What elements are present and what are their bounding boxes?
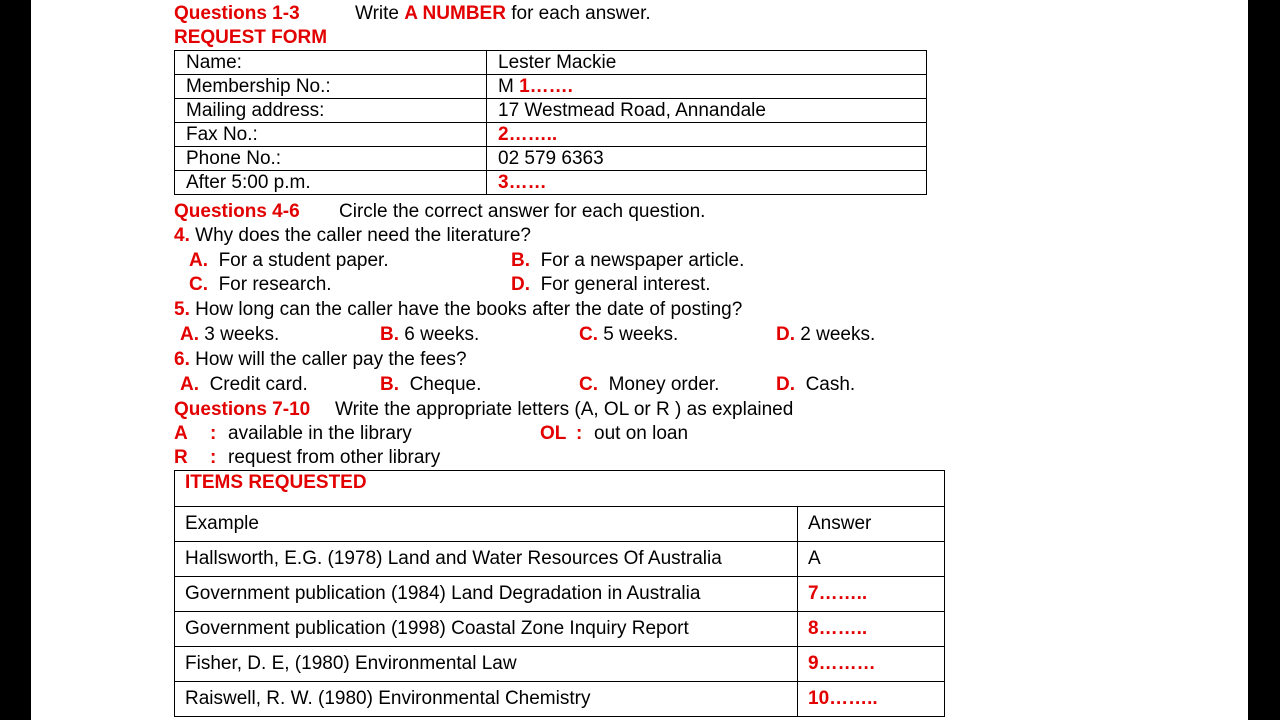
q4-option-c[interactable] bbox=[189, 273, 332, 297]
form-value-text: 02 579 6363 bbox=[498, 148, 604, 169]
legend-code: OL bbox=[540, 423, 567, 444]
form-title: REQUEST FORM bbox=[174, 27, 328, 48]
option-letter: B. bbox=[380, 324, 399, 345]
form-label: After 5:00 p.m. bbox=[175, 171, 487, 195]
table-row bbox=[175, 647, 945, 682]
answer-cell bbox=[798, 612, 945, 647]
answer-blank[interactable]: 10…….. bbox=[808, 688, 878, 709]
answer-cell bbox=[798, 577, 945, 612]
option-letter: A. bbox=[180, 374, 199, 395]
q6-option-d[interactable] bbox=[776, 373, 855, 397]
legend-separator: : bbox=[210, 447, 217, 468]
form-label: Name: bbox=[175, 51, 487, 75]
instruction-text: Write bbox=[355, 3, 405, 24]
table-row bbox=[175, 612, 945, 647]
request-form-table bbox=[174, 50, 927, 195]
form-row bbox=[175, 147, 927, 171]
q4-option-b[interactable] bbox=[511, 249, 744, 273]
option-letter: C. bbox=[189, 274, 208, 295]
option-letter: D. bbox=[776, 374, 795, 395]
answer-value: A bbox=[808, 548, 821, 569]
option-letter: D. bbox=[776, 324, 795, 345]
column-header-example: Example bbox=[175, 507, 798, 542]
table-row bbox=[175, 577, 945, 612]
legend-code: A bbox=[174, 423, 188, 444]
option-text: Credit card. bbox=[209, 374, 308, 395]
item-cell: Hallsworth, E.G. (1978) Land and Water Resources Of Australia bbox=[175, 542, 798, 577]
section1-instruction bbox=[355, 2, 651, 26]
form-label: Membership No.: bbox=[175, 75, 487, 99]
answer-cell bbox=[798, 682, 945, 717]
legend-meaning: request from other library bbox=[228, 447, 441, 468]
item-cell: Government publication (1984) Land Degradation in Australia bbox=[175, 577, 798, 612]
q6-option-c[interactable] bbox=[579, 373, 719, 397]
form-row bbox=[175, 171, 927, 195]
answer-blank[interactable]: 9……… bbox=[808, 653, 876, 674]
question-text: How will the caller pay the fees? bbox=[195, 349, 467, 370]
section2-instruction: Circle the correct answer for each question. bbox=[339, 201, 706, 222]
q5-option-c[interactable] bbox=[579, 323, 678, 347]
instruction-text: for each answer. bbox=[505, 3, 651, 24]
form-value bbox=[487, 99, 927, 123]
option-text: For a student paper. bbox=[218, 250, 389, 271]
option-text: For general interest. bbox=[540, 274, 711, 295]
question-6 bbox=[174, 348, 467, 372]
form-label: Mailing address: bbox=[175, 99, 487, 123]
q5-option-d[interactable] bbox=[776, 323, 875, 347]
answer-cell bbox=[798, 647, 945, 682]
section1-label: Questions 1-3 bbox=[174, 3, 300, 24]
option-text: 3 weeks. bbox=[204, 324, 280, 345]
option-letter: D. bbox=[511, 274, 530, 295]
column-header-answer: Answer bbox=[798, 507, 945, 542]
form-value bbox=[487, 123, 927, 147]
table-row bbox=[175, 542, 945, 577]
option-letter: B. bbox=[380, 374, 399, 395]
q6-option-a[interactable] bbox=[180, 373, 308, 397]
question-number: 4. bbox=[174, 225, 190, 246]
form-label: Fax No.: bbox=[175, 123, 487, 147]
item-cell: Raiswell, R. W. (1980) Environmental Chemistry bbox=[175, 682, 798, 717]
legend-meaning: out on loan bbox=[594, 423, 689, 444]
table-title: ITEMS REQUESTED bbox=[175, 471, 945, 507]
option-letter: C. bbox=[579, 324, 598, 345]
form-value bbox=[487, 51, 927, 75]
question-text: How long can the caller have the books after the date of posting? bbox=[195, 299, 743, 320]
form-label: Phone No.: bbox=[175, 147, 487, 171]
q6-option-b[interactable] bbox=[380, 373, 481, 397]
option-letter: C. bbox=[579, 374, 598, 395]
section3-instruction: Write the appropriate letters (A, OL or R ) as explained bbox=[335, 399, 794, 420]
section2-label: Questions 4-6 bbox=[174, 201, 300, 222]
q4-option-d[interactable] bbox=[511, 273, 711, 297]
option-text: Cash. bbox=[805, 374, 856, 395]
legend-meaning: available in the library bbox=[228, 423, 412, 444]
form-row bbox=[175, 51, 927, 75]
section3-label: Questions 7-10 bbox=[174, 399, 311, 420]
legend-separator: : bbox=[576, 423, 583, 444]
legend-separator: : bbox=[210, 423, 217, 444]
form-value bbox=[487, 171, 927, 195]
item-cell: Fisher, D. E, (1980) Environmental Law bbox=[175, 647, 798, 682]
form-value bbox=[487, 75, 927, 99]
option-text: For research. bbox=[218, 274, 332, 295]
form-row bbox=[175, 75, 927, 99]
option-text: Cheque. bbox=[409, 374, 482, 395]
form-value-text: M bbox=[498, 76, 520, 97]
question-text: Why does the caller need the literature? bbox=[195, 225, 531, 246]
table-row bbox=[175, 682, 945, 717]
answer-blank[interactable]: 1……. bbox=[519, 76, 573, 97]
question-number: 5. bbox=[174, 299, 190, 320]
option-text: 5 weeks. bbox=[603, 324, 679, 345]
answer-blank[interactable]: 2…….. bbox=[498, 124, 558, 145]
question-4 bbox=[174, 224, 531, 248]
option-text: 6 weeks. bbox=[404, 324, 480, 345]
option-letter: A. bbox=[180, 324, 199, 345]
answer-blank[interactable]: 3…… bbox=[498, 172, 547, 193]
answer-blank[interactable]: 8…….. bbox=[808, 618, 868, 639]
option-text: 2 weeks. bbox=[800, 324, 876, 345]
option-letter: A. bbox=[189, 250, 208, 271]
option-text: Money order. bbox=[608, 374, 720, 395]
form-value-text: Lester Mackie bbox=[498, 52, 617, 73]
answer-cell bbox=[798, 542, 945, 577]
form-value bbox=[487, 147, 927, 171]
q5-option-b[interactable] bbox=[380, 323, 479, 347]
table-title-row bbox=[175, 471, 945, 507]
option-letter: B. bbox=[511, 250, 530, 271]
form-row bbox=[175, 123, 927, 147]
question-5 bbox=[174, 298, 742, 322]
form-row bbox=[175, 99, 927, 123]
instruction-emphasis: A NUMBER bbox=[404, 3, 506, 24]
question-number: 6. bbox=[174, 349, 190, 370]
q5-option-a[interactable] bbox=[180, 323, 279, 347]
section1-header bbox=[174, 2, 300, 26]
answer-blank[interactable]: 7…….. bbox=[808, 583, 868, 604]
table-header-row bbox=[175, 507, 945, 542]
item-cell: Government publication (1998) Coastal Zone Inquiry Report bbox=[175, 612, 798, 647]
form-value-text: 17 Westmead Road, Annandale bbox=[498, 100, 766, 121]
q4-option-a[interactable] bbox=[189, 249, 389, 273]
option-text: For a newspaper article. bbox=[540, 250, 745, 271]
legend-code: R bbox=[174, 447, 188, 468]
items-requested-table bbox=[174, 470, 945, 717]
